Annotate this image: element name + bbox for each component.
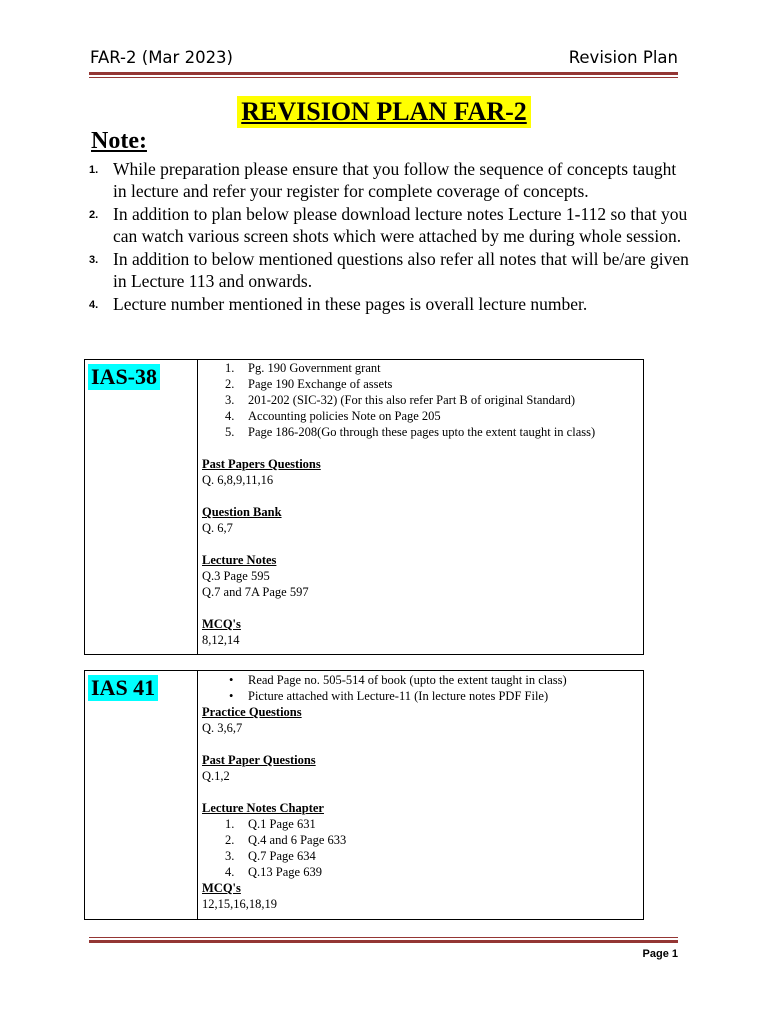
question-bank-heading: Question Bank	[202, 505, 282, 519]
lecture-notes-item: Q.3 Page 595	[202, 569, 270, 583]
ias38-items	[202, 360, 639, 440]
item-text: Q.13 Page 639	[248, 865, 322, 879]
header-rule	[89, 72, 678, 75]
column-divider	[197, 671, 198, 919]
column-divider	[197, 360, 198, 654]
ias41-content	[202, 672, 639, 912]
page-title: REVISION PLAN FAR-2	[237, 96, 531, 128]
item-number: 1.	[225, 361, 235, 375]
past-paper-questions: Q.1,2	[202, 769, 230, 783]
header-rule-thin	[89, 77, 678, 78]
list-item	[202, 848, 639, 864]
item-number: 3.	[225, 849, 235, 863]
mcq-numbers: 12,15,16,18,19	[202, 897, 277, 911]
item-text: Q.4 and 6 Page 633	[248, 833, 347, 847]
bullet-text: Read Page no. 505-514 of book (upto the extent taught in class)	[248, 673, 567, 687]
bullet-icon: •	[229, 673, 234, 687]
note-text: While preparation please ensure that you follow the sequence of concepts taught in lecture and refer your register for complete coverage of concepts.	[113, 159, 677, 201]
list-item	[202, 392, 639, 408]
bullet-text: Picture attached with Lecture-11 (In lecture notes PDF File)	[248, 689, 549, 703]
note-number: 2.	[89, 209, 99, 221]
ias41-bullets	[202, 672, 639, 704]
item-text: Q.7 Page 634	[248, 849, 316, 863]
note-text: In addition to plan below please download lecture notes Lecture 1-112 so that you can watch various screen shots which were attached by me during whole session.	[113, 204, 688, 246]
footer-rule-thin	[89, 937, 678, 938]
note-item	[89, 248, 689, 292]
note-item	[89, 293, 689, 315]
header-section: Revision Plan	[568, 48, 678, 67]
ias38-content	[202, 360, 639, 648]
question-bank-questions: Q. 6,7	[202, 521, 233, 535]
lecture-notes-chapter-heading: Lecture Notes Chapter	[202, 801, 324, 815]
item-text: 201-202 (SIC-32) (For this also refer Part B of original Standard)	[248, 393, 576, 407]
note-item	[89, 203, 689, 247]
note-heading: Note:	[91, 128, 147, 154]
page-number: Page 1	[642, 948, 678, 960]
practice-questions: Q. 3,6,7	[202, 721, 243, 735]
title-wrap	[0, 96, 768, 128]
list-item	[202, 360, 639, 376]
item-text: Q.1 Page 631	[248, 817, 316, 831]
lecture-notes-heading: Lecture Notes	[202, 553, 277, 567]
item-number: 4.	[225, 865, 235, 879]
item-number: 2.	[225, 377, 235, 391]
item-text: Pg. 190 Government grant	[248, 361, 381, 375]
list-item	[202, 424, 639, 440]
ias38-label: IAS-38	[88, 364, 160, 390]
list-item	[202, 376, 639, 392]
mcq-heading: MCQ's	[202, 881, 241, 895]
past-papers-questions: Q. 6,8,9,11,16	[202, 473, 274, 487]
past-papers-heading: Past Papers Questions	[202, 457, 321, 471]
note-item	[89, 158, 689, 202]
item-number: 1.	[225, 817, 235, 831]
ias38-box	[84, 359, 644, 655]
lecture-notes-item: Q.7 and 7A Page 597	[202, 585, 309, 599]
item-number: 3.	[225, 393, 235, 407]
item-number: 5.	[225, 425, 235, 439]
ias41-label: IAS 41	[88, 675, 158, 701]
list-item	[202, 816, 639, 832]
item-text: Page 186-208(Go through these pages upto the extent taught in class)	[248, 425, 596, 439]
list-item	[202, 864, 639, 880]
note-text: In addition to below mentioned questions also refer all notes that will be/are given in Lecture 113 and onwards.	[113, 249, 689, 291]
item-text: Page 190 Exchange of assets	[248, 377, 393, 391]
bullet-item	[202, 688, 639, 704]
note-number: 4.	[89, 299, 99, 311]
practice-questions-heading: Practice Questions	[202, 705, 302, 719]
list-item	[202, 832, 639, 848]
item-number: 4.	[225, 409, 235, 423]
item-text: Accounting policies Note on Page 205	[248, 409, 441, 423]
item-number: 2.	[225, 833, 235, 847]
mcq-heading: MCQ's	[202, 617, 241, 631]
mcq-numbers: 8,12,14	[202, 633, 240, 647]
ias41-box	[84, 670, 644, 920]
list-item	[202, 408, 639, 424]
note-text: Lecture number mentioned in these pages is overall lecture number.	[113, 294, 588, 314]
note-number: 1.	[89, 164, 99, 176]
page-header	[89, 48, 678, 70]
past-paper-heading: Past Paper Questions	[202, 753, 316, 767]
bullet-icon: •	[229, 689, 234, 703]
footer-rule	[89, 940, 678, 943]
ias41-lecture-notes	[202, 816, 639, 880]
bullet-item	[202, 672, 639, 688]
header-course: FAR-2 (Mar 2023)	[90, 48, 233, 67]
notes-list	[89, 158, 689, 316]
note-number: 3.	[89, 254, 99, 266]
